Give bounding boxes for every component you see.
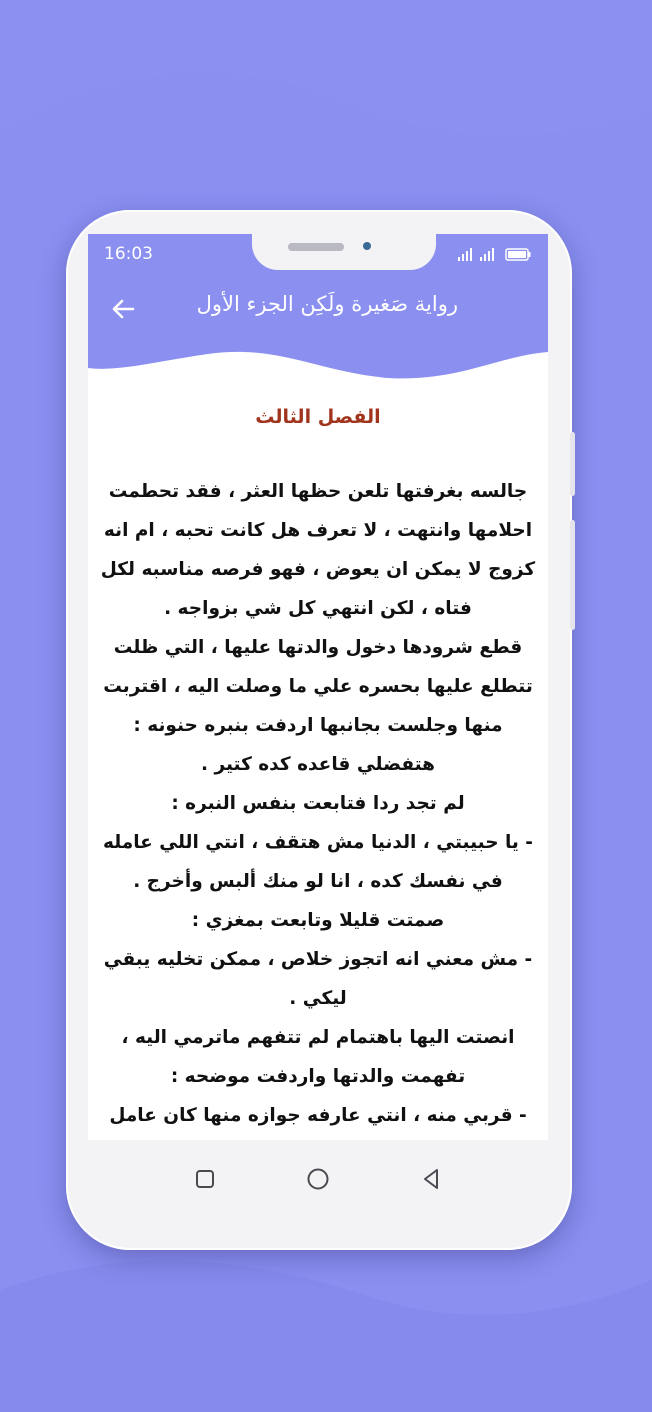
app-bar bbox=[88, 276, 548, 388]
paragraph: قطع شرودها دخول والدتها عليها ، التي ظلت تتطلع عليها بحسره علي ما وصلت اليه ، اقتربت منها وجلست بجانبها اردفت بنبره حنونه : هتفضلي قاعده كده كتير . bbox=[103, 637, 533, 775]
paragraph: انصتت اليها باهتمام لم تتفهم ماترمي اليه ، تفهمت والدتها واردفت موضحه : bbox=[121, 1027, 515, 1087]
story-text bbox=[100, 472, 536, 1213]
status-icons bbox=[458, 246, 532, 266]
signal-battery-icon bbox=[458, 246, 532, 262]
notch bbox=[252, 234, 436, 270]
page-title: رواية صَغيرة ولَكِن الجزء الأول bbox=[196, 292, 458, 316]
paragraph: - يا حبيبتي ، الدنيا مش هتقف ، انتي اللي عامله في نفسك كده ، انا لو منك ألبس وأخرج . bbox=[103, 832, 533, 892]
navigation-bar bbox=[88, 1140, 548, 1220]
status-time: 16:03 bbox=[104, 244, 153, 264]
paragraph: - قربي منه ، انتي عارفه جوازه منها كان عامل bbox=[109, 1105, 527, 1126]
paragraph: صمتت قليلا وتابعت بمغزي : bbox=[191, 910, 445, 931]
back-triangle-icon[interactable] bbox=[416, 1164, 446, 1194]
phone-screen bbox=[88, 234, 548, 1220]
paragraph: جالسه بغرفتها تلعن حظها العثر ، فقد تحطمت احلامها وانتهت ، لا تعرف هل كانت تحبه ، ام انه كزوج لا يمكن ان يعوض ، فهو فرصه مناسبه لكل فتاه ، لكن انتهي كل شي بزواجه . bbox=[100, 481, 536, 619]
power-button bbox=[570, 520, 575, 630]
back-arrow-icon[interactable] bbox=[108, 294, 138, 324]
speaker-grille bbox=[288, 243, 344, 251]
paragraph: لم تجد ردا فتابعت بنفس النبره : bbox=[171, 793, 465, 814]
paragraph: - مش معني انه اتجوز خلاص ، ممكن تخليه يبقي ليكي . bbox=[103, 949, 533, 1009]
chapter-title: الفصل الثالث bbox=[255, 406, 381, 428]
recent-apps-icon[interactable] bbox=[190, 1164, 220, 1194]
front-camera bbox=[363, 242, 371, 250]
volume-button bbox=[570, 432, 575, 496]
story-content[interactable] bbox=[88, 388, 548, 1140]
home-icon[interactable] bbox=[303, 1164, 333, 1194]
